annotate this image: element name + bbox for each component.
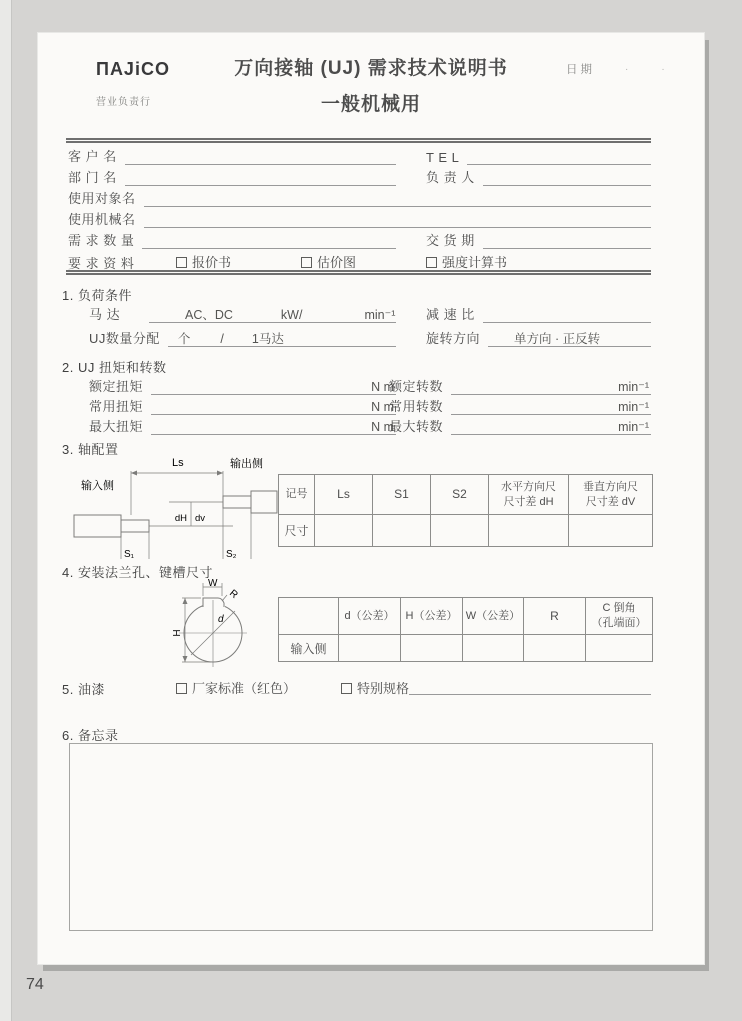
- section2-title: 2. UJ 扭矩和转数: [62, 360, 167, 375]
- usage-target-input-line[interactable]: [144, 189, 651, 207]
- quantity-label: 需 求 数 量: [68, 233, 135, 248]
- form-title: 万向接轴 (UJ) 需求技术说明书: [234, 58, 508, 79]
- normal-speed-unit: min⁻¹: [618, 399, 649, 414]
- strength-calc-checkbox-label: 强度计算书: [442, 255, 508, 270]
- s3-dh-value-cell[interactable]: [489, 515, 569, 547]
- machine-name-row: [68, 210, 651, 228]
- uj-per-motor-label: 1马达: [251, 331, 284, 346]
- normal-torque-input-line[interactable]: [151, 397, 396, 415]
- diagram-h-label: H: [172, 629, 183, 637]
- diagram-ls-label: Ls: [172, 457, 184, 469]
- normal-speed-label: 常用转数: [389, 399, 444, 414]
- uj-slash-label: /: [220, 331, 224, 346]
- s3-s2-value-cell[interactable]: [431, 515, 489, 547]
- motor-label: 马 达: [89, 307, 121, 322]
- quotation-checkbox-label: 报价书: [192, 255, 232, 270]
- quantity-input-line[interactable]: [142, 231, 396, 249]
- reduction-ratio-input-line[interactable]: [483, 305, 651, 323]
- page-number: 74: [26, 976, 44, 993]
- rated-speed-label: 额定转数: [389, 379, 444, 394]
- rated-torque-row: [89, 377, 396, 395]
- scan-left-edge: [0, 0, 12, 1021]
- uj-unit-label: 个: [177, 331, 191, 346]
- s3-header-symbol: 记号: [279, 475, 315, 515]
- factory-standard-checkbox-icon[interactable]: [176, 683, 187, 694]
- date-label: 日期: [566, 64, 595, 76]
- rotation-direction-input-line[interactable]: [488, 329, 651, 347]
- customer-name-row: [68, 147, 396, 165]
- flange-keyway-diagram: [156, 579, 260, 675]
- section5-title: 5. 油漆: [62, 682, 105, 697]
- requested-docs-label: 要 求 资 料: [68, 256, 135, 271]
- diagram-output-side-label: 输出侧: [230, 458, 263, 470]
- form-sheet: [37, 32, 705, 965]
- diagram-input-side-label: 输入侧: [81, 480, 114, 492]
- motor-kw-label: kW/: [280, 307, 303, 322]
- diagram-s2-label: S₂: [226, 549, 237, 560]
- rated-torque-label: 额定扭矩: [89, 379, 144, 394]
- max-torque-input-line[interactable]: [151, 417, 396, 435]
- s4-d-value-cell[interactable]: [339, 635, 401, 662]
- divider-double-rule-top: [66, 138, 651, 143]
- s4-c-value-cell[interactable]: [586, 635, 653, 662]
- strength-calc-checkbox-icon[interactable]: [426, 257, 437, 268]
- motor-min-label: min⁻¹: [364, 307, 396, 322]
- s3-header-dh: [489, 475, 569, 515]
- uj-allocation-label: UJ数量分配: [89, 331, 160, 346]
- section4-title: 4. 安装法兰孔、键槽尺寸: [62, 565, 213, 580]
- diagram-d-label: d: [218, 614, 224, 625]
- rated-speed-input-line[interactable]: [451, 377, 651, 395]
- s3-ls-value-cell[interactable]: [315, 515, 373, 547]
- s4-header-c: [586, 598, 653, 635]
- customer-name-input-line[interactable]: [125, 147, 396, 165]
- uj-allocation-input-line[interactable]: [168, 329, 396, 347]
- motor-ac-dc-label: AC、DC: [185, 307, 233, 322]
- reduction-ratio-label: 减 速 比: [426, 307, 475, 322]
- customer-name-label: 客 户 名: [68, 149, 117, 164]
- rotation-direction-value: 单方向 · 正反转: [514, 331, 601, 346]
- najico-logo: ПAJiCO: [96, 59, 170, 79]
- s3-header-s1: S1: [373, 475, 431, 515]
- motor-spec-input-line[interactable]: [149, 305, 396, 323]
- rated-torque-input-line[interactable]: [151, 377, 396, 395]
- s3-header-dv-line2: 尺寸差 dV: [585, 495, 636, 508]
- reduction-ratio-row: [426, 305, 651, 323]
- department-row: [68, 168, 396, 186]
- requested-docs-row: [68, 252, 651, 270]
- uj-allocation-row: [89, 329, 396, 347]
- estimate-drawing-checkbox-item[interactable]: [301, 252, 356, 271]
- s3-header-dh-line1: 水平方向尺: [501, 480, 556, 493]
- s3-header-dv-line1: 垂直方向尺: [583, 480, 638, 493]
- quotation-checkbox-item[interactable]: [176, 252, 231, 271]
- normal-torque-row: [89, 397, 396, 415]
- divider-double-rule-bottom: [66, 270, 651, 275]
- diagram-dh-label: dH: [174, 513, 187, 524]
- section3-title: 3. 轴配置: [62, 442, 119, 457]
- motor-row: [89, 305, 396, 323]
- strength-calc-checkbox-item[interactable]: [426, 252, 507, 271]
- rated-speed-row: [389, 377, 651, 395]
- contact-person-label: 负 责 人: [426, 170, 475, 185]
- contact-person-row: [426, 168, 651, 186]
- date-field: [566, 61, 668, 77]
- max-torque-row: [89, 417, 396, 435]
- quotation-checkbox-icon[interactable]: [176, 257, 187, 268]
- s4-r-value-cell[interactable]: [524, 635, 586, 662]
- rotation-direction-label: 旋转方向: [426, 331, 481, 346]
- delivery-label: 交 货 期: [426, 233, 475, 248]
- s4-h-value-cell[interactable]: [401, 635, 463, 662]
- s3-header-ls: Ls: [315, 475, 373, 515]
- s3-row-label: 尺寸: [279, 515, 315, 547]
- machine-name-label: 使用机械名: [68, 212, 136, 227]
- normal-speed-input-line[interactable]: [451, 397, 651, 415]
- estimate-drawing-checkbox-icon[interactable]: [301, 257, 312, 268]
- quantity-row: [68, 231, 396, 249]
- section1-title: 1. 负荷条件: [62, 288, 132, 303]
- normal-torque-label: 常用扭矩: [89, 399, 144, 414]
- special-spec-checkbox-label: 特别规格: [357, 681, 410, 696]
- s3-dv-value-cell[interactable]: [569, 515, 653, 547]
- department-input-line[interactable]: [125, 168, 396, 186]
- normal-speed-row: [389, 397, 651, 415]
- s3-header-dv: [569, 475, 653, 515]
- normal-torque-unit: N m: [371, 399, 394, 414]
- s4-header-c-line2: （孔端面）: [591, 617, 647, 629]
- s4-header-r: R: [524, 598, 586, 635]
- s4-w-value-cell[interactable]: [463, 635, 524, 662]
- max-speed-unit: min⁻¹: [618, 419, 649, 434]
- s4-header-d: d（公差）: [339, 598, 401, 635]
- delivery-input-line[interactable]: [483, 231, 651, 249]
- machine-name-input-line[interactable]: [144, 210, 651, 228]
- section6-title: 6. 备忘录: [62, 728, 119, 743]
- memo-box[interactable]: [69, 743, 653, 931]
- rated-torque-unit: N m: [371, 379, 394, 394]
- diagram-w-label: W: [208, 579, 218, 589]
- diagram-s1-label: S₁: [124, 549, 135, 560]
- s3-header-s2: S2: [431, 475, 489, 515]
- usage-target-label: 使用对象名: [68, 191, 136, 206]
- tel-label: T E L: [426, 150, 460, 165]
- special-spec-checkbox-item[interactable]: [341, 678, 651, 697]
- date-separator-dot: ·: [661, 63, 668, 75]
- date-separator-dot: ·: [625, 63, 632, 75]
- s4-header-w: W（公差）: [463, 598, 524, 635]
- special-spec-input-line[interactable]: [409, 680, 651, 695]
- delivery-row: [426, 231, 651, 249]
- diagram-r-label: R: [227, 587, 240, 601]
- usage-target-row: [68, 189, 651, 207]
- factory-standard-checkbox-label: 厂家标准（红色）: [192, 681, 297, 696]
- max-speed-input-line[interactable]: [451, 417, 651, 435]
- shaft-configuration-diagram: [73, 453, 278, 565]
- tel-input-line[interactable]: [467, 147, 651, 165]
- department-label: 部 门 名: [68, 170, 117, 185]
- max-torque-unit: N m: [371, 419, 394, 434]
- contact-person-input-line[interactable]: [483, 168, 651, 186]
- max-speed-label: 最大转数: [389, 419, 444, 434]
- shaft-dimension-table: [278, 474, 653, 547]
- s4-row-label: 输入侧: [279, 635, 339, 662]
- rotation-direction-row: [426, 329, 651, 347]
- max-torque-label: 最大扭矩: [89, 419, 144, 434]
- s4-header-h: H（公差）: [401, 598, 463, 635]
- s3-header-dh-line2: 尺寸差 dH: [503, 495, 554, 508]
- rated-speed-unit: min⁻¹: [618, 379, 649, 394]
- s4-header-blank: [279, 598, 339, 635]
- diagram-dv-label: dv: [195, 513, 206, 524]
- logo-subtitle: 营业负责行: [96, 97, 151, 108]
- tel-row: [426, 147, 651, 165]
- factory-standard-checkbox-item[interactable]: [176, 678, 296, 697]
- form-subtitle: 一般机械用: [320, 94, 421, 115]
- s4-header-c-line1: C 倒角: [602, 602, 636, 615]
- special-spec-checkbox-icon[interactable]: [341, 683, 352, 694]
- flange-dimension-table: [278, 597, 653, 662]
- s3-s1-value-cell[interactable]: [373, 515, 431, 547]
- estimate-drawing-checkbox-label: 估价图: [317, 255, 357, 270]
- max-speed-row: [389, 417, 651, 435]
